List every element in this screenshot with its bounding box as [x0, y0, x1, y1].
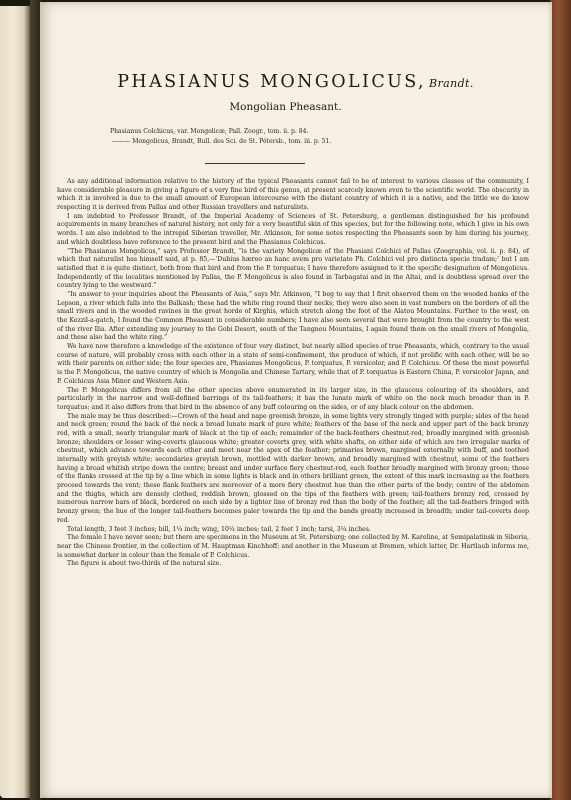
paragraph: The male may be thus described:—Crown of the head and nape greenish bronze, in some lights very strongly tinged with purple; sides of the head and neck green; round the back of the neck a broad lunate mark of pure white; feathers of the base of the neck and upper part of the back bronzy red, with a small, nearly triangular mark of black at the tip of each; remainder of the back-feathers chestnut-red, broadly margined with greenish bronze; shoulders or lesser wing-coverts glaucous white; greater coverts grey, with white shafts, on either side of which are two irregular marks of chestnut, which advance towards each other and meet near the apex of the feather; primaries brown, margined externally with buff, and toothed internally with greyish white; secondaries greyish brown, mottled with darker brown, and broadly margined with chestnut, some of the feathers having a broad whitish stripe down the centre; breast and under surface fiery chestnut-red, each feather broadly margined with bronzy green; those of the flanks crossed at the tip by a line which in some lights is black and in others brilliant green, the extent of this mark increasing as the feathers proceed towards the vent; these flank feathers are moreover of a more fiery chestnut hue than the other parts of the body; centre of the abdomen and the thighs, which are densely clothed, reddish brown, glossed on the tips of the feathers with green; tail-feathers bronzy red, crossed by numerous narrow bars of black, bordered on each side by a lighter line of bronzy red than the body of the feather; all the tail-feathers fringed with bronzy green; the hue of the longer tail-feathers becomes paler towards the tip and the bands greatly increased in breadth; under tail-coverts deep red. — [57, 412, 529, 524]
paragraph: The P. Mongolicus differs from all the other species above enumerated in its larger size, in the glaucous colouring of its shoulders, and particularly in the narrow and well-defined barrings of its tail-feathers; it has the lunate mark of white on the neck much broader than in P. torquatus; and it also differs from that bird in the absence of any buff colouring on the sides, or of any black colour on the abdomen. — [57, 386, 529, 411]
synonym-line: ——— Mongolicus, Brandt, Bull. des Sci. de St. Pétersb., tom. iii. p. 51. — [112, 138, 332, 145]
article-body — [57, 178, 529, 569]
page-title — [60, 72, 531, 92]
book-binding — [550, 0, 571, 800]
paragraph: The female I have never seen; but there are specimens in the Museum at St. Petersburg; one collected by M. Kareline, at Semipalatinsk in Siberia, near the Chinese frontier, in the collection of M. Hauptman Kinchhoff; and another in the Museum at Bremen, which latter, Dr. Hartlaub informs me, is somewhat darker in colour than the female of P. Colchicus. — [57, 534, 529, 559]
left-page-edge — [0, 6, 30, 798]
synonym-line: Phasianus Colchicus, var. Mongolicæ, Pall. Zoogr., tom. ii. p. 84. — [110, 128, 309, 135]
paragraph: The figure is about two-thirds of the natural size. — [67, 560, 222, 568]
common-name: Mongolian Pheasant. — [229, 101, 342, 113]
species-name: PHASIANUS MONGOLICUS, — [117, 72, 426, 92]
species-authority: Brandt. — [428, 77, 474, 90]
paragraph: As any additional information relative to the history of the typical Pheasants cannot fail to be of interest to various classes of the community, I have considerable pleasure in giving a figure of a very fine bird of this genus, at present scarcely known even to the scientific world. The obscurity in which it is involved is due to the small amount of European intercourse with the distant country of which it is a native, and the little we do know respecting it is derived from Pallas and other Russian travellers and naturalists. — [57, 178, 529, 212]
divider-rule — [205, 163, 305, 164]
paragraph: “The Phasianus Mongolicus,” says Professor Brandt, “is the variety Mongolicæ of the Phasiani Colchici of Pallas (Zoographia, vol. ii. p. 84), of which that naturalist has himself said, at p. 85,—‘Dubius hæreo an hanc avem pro varietate Ph. Colchici vel pro distincta specie tradam;’ but I am satisfied that it is quite distinct, both from that bird and from the P. torquatus; I have therefore assigned to it the specific designation of Mongolicus. Independently of the localities mentioned by Pallas, the P. Mongolicus is also found in Tarbagatai and in the Altai, and is doubtless spread over the country lying to the westward.” — [57, 247, 529, 290]
paragraph: Total length, 3 feet 3 inches; bill, 1¼ inch; wing, 10¼ inches; tail, 2 feet 1 inch; tarsi, 3¼ inches. — [67, 525, 371, 533]
paragraph: We have now therefore a knowledge of the existence of four very distinct, but nearly allied species of true Pheasants, which, contrary to the usual course of nature, will probably cross with each other in a state of semi-confinement, the produce of which, if not prolific with each other, will be so with their parents on either side; the four species are, Phasianus Mongolicus, P. torquatus, P. versicolor, and P. Colchicus. Of these the most powerful is the P. Mongolicus, the native country of which is Mongolia and Chinese Tartary, while that of P. torquatus is Eastern China, P. versicolor Japan, and P. Colchicus Asia Minor and Western Asia. — [57, 343, 529, 385]
paragraph: “In answer to your inquiries about the Pheasants of Asia,” says Mr. Atkinson, “I beg to say that I first observed them on the wooded banks of the Lepson, a river which falls into the Balkash; these had the white ring round their necks; they were also seen in vast numbers on the borders of all the small rivers and in the wooded ravines in the great horde of Kirghis, which stretch along the foot of the Alatou Mountains. Further to the west, on the Kezzil-a-gatch, I found the Common Pheasant in considerable numbers; I have also seen several that were brought from the country to the west of the river Ilia. After extending my journey to the Gobi Desert, south of the Tangnou Mountains, I again found them on the small rivers of Mongolia, and these also had the white ring.” — [57, 290, 529, 342]
paragraph: I am indebted to Professor Brandt, of the Imperial Academy of Sciences of St. Petersburg, a gentleman distinguished for his profound acquirements in many branches of natural history, not only for a very beautiful skin of this species, but for the following note, which I give in his own words. I am also indebted to the intrepid Siberian traveller, Mr. Atkinson, for some notes respecting the Pheasants seen by him during his journey, and which doubtless have reference to the present bird and the Phasianus Colchicus. — [57, 212, 529, 246]
